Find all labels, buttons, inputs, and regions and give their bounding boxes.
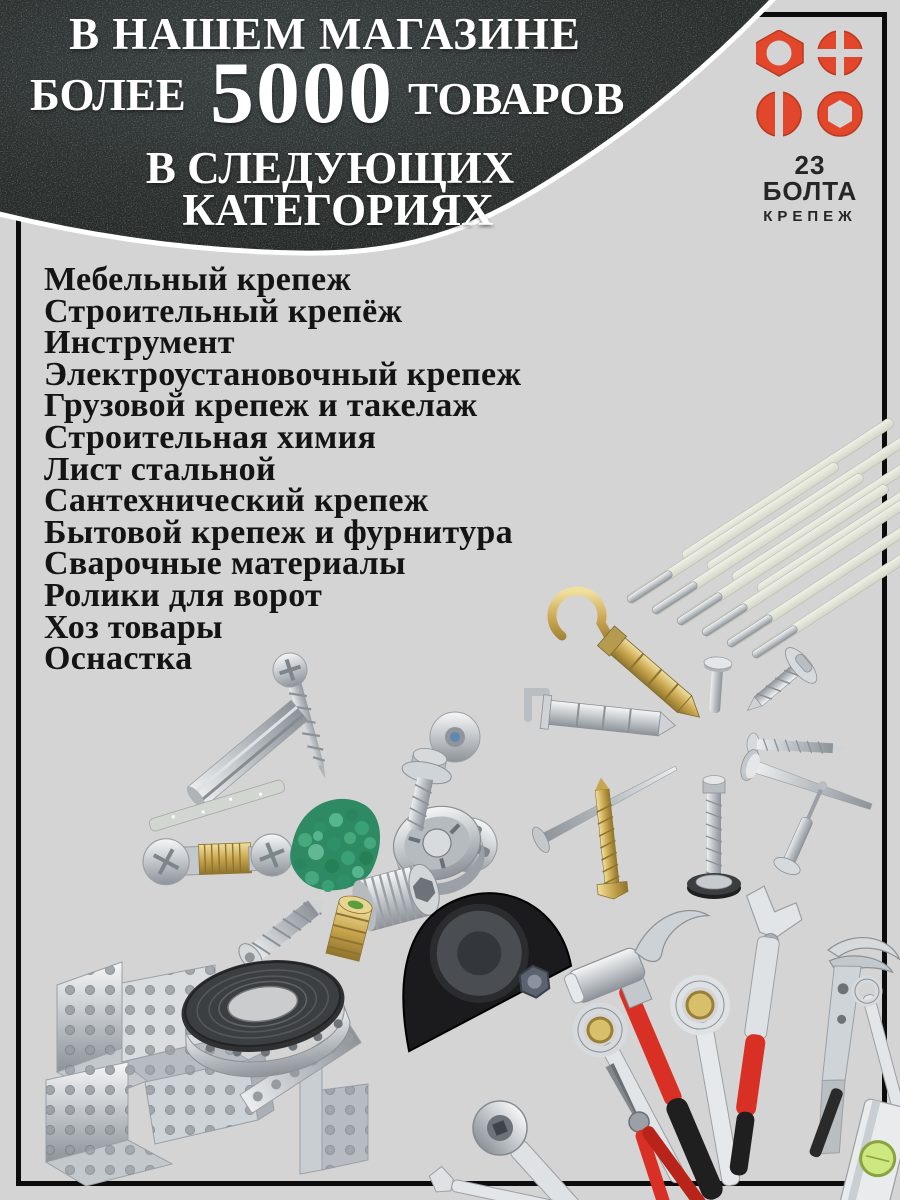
header-count: 5000: [210, 45, 394, 142]
category-item: Хоз товары: [44, 608, 223, 646]
header-line-4: КАТЕГОРИЯХ: [182, 185, 494, 235]
category-item: Электроустановочный крепеж: [44, 355, 522, 393]
logo-title: 23 БОЛТА: [762, 150, 858, 206]
nail-large-image: [737, 747, 876, 822]
header-products-label: ТОВАРОВ: [408, 74, 625, 124]
category-item: Мебельный крепеж: [44, 261, 352, 298]
logo-subtitle: КРЕПЕЖ: [763, 208, 857, 225]
rivet-pin-image: [700, 656, 732, 714]
anchor-bolt-image: [528, 692, 677, 742]
brass-insert-image: [326, 893, 374, 961]
roofing-screw-image: [733, 643, 822, 727]
header-line-3: В СЛЕДУЮЩИХ: [145, 143, 515, 193]
ratchet-image: [462, 1090, 625, 1200]
category-item: Сантехнический крепеж: [44, 482, 429, 520]
category-item: Оснастка: [44, 640, 193, 678]
screw-with-washer-image: [687, 776, 741, 900]
category-item: Строительная химия: [44, 418, 377, 456]
welding-electrodes-image: [625, 417, 900, 661]
category-item: Бытовой крепеж и фурнитура: [44, 513, 513, 551]
category-item: Инструмент: [44, 324, 235, 362]
category-item: Лист стальной: [44, 450, 276, 488]
category-item: Строительный крепёж: [44, 292, 403, 330]
category-item: Грузовой крепеж и такелаж: [44, 387, 478, 425]
furniture-interscrew-image: [142, 833, 294, 885]
category-item: Ролики для ворот: [44, 576, 323, 614]
category-item: Сварочные материалы: [44, 545, 406, 583]
header-more-label: БОЛЕЕ: [30, 70, 186, 120]
small-screw-image: [746, 733, 845, 760]
header-line-1: В НАШЕМ МАГАЗИНЕ: [69, 9, 581, 59]
